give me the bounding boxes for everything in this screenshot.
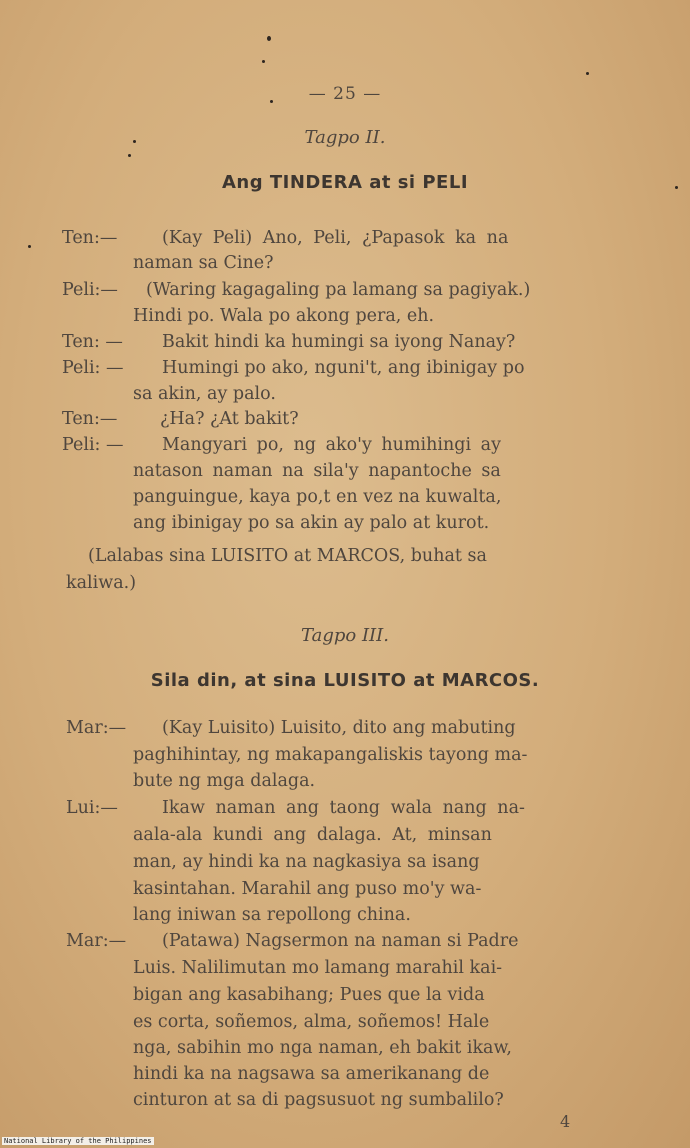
speaker-label: Mar:— xyxy=(66,718,127,738)
dialogue-line: (Patawa) Nagsermon na naman si Padre xyxy=(162,931,519,951)
dialogue-line: nga, sabihin mo nga naman, eh bakit ikaw, xyxy=(133,1038,512,1058)
speaker-label: Peli: — xyxy=(62,435,124,455)
dialogue-line: bute ng mga dalaga. xyxy=(133,771,316,791)
scene-title-ii: Ang TINDERA at si PELI xyxy=(221,172,469,193)
dialogue-line: lang iniwan sa repollong china. xyxy=(133,905,411,925)
dialogue-line: aala-ala kundi ang dalaga. At, minsan xyxy=(133,825,492,845)
paper-speck xyxy=(28,245,31,248)
dialogue-line: ang ibinigay po sa akin ay palo at kurot. xyxy=(133,513,490,533)
dialogue-line: Hindi po. Wala po akong pera, eh. xyxy=(133,306,435,326)
paper-speck xyxy=(128,154,131,157)
dialogue-line: bigan ang kasabihang; Pues que la vida xyxy=(133,985,485,1005)
dialogue-line: cinturon at sa di pagsusuot ng sumbalilo? xyxy=(133,1090,504,1110)
dialogue-line: Humingi po ako, nguni't, ang ibinigay po xyxy=(162,358,525,378)
speaker-label: Peli: — xyxy=(62,358,124,378)
speaker-label: Peli:— xyxy=(62,280,118,300)
dialogue-line: hindi ka na nagsawa sa amerikanang de xyxy=(133,1064,490,1084)
speaker-label: Lui:— xyxy=(66,798,118,818)
dialogue-line: Ikaw naman ang taong wala nang na- xyxy=(162,798,525,818)
stage-direction: kaliwa.) xyxy=(66,573,137,593)
scene-label-iii: Tagpo III. xyxy=(301,625,389,646)
dialogue-line: paghihintay, ng makapangaliskis tayong ma- xyxy=(133,745,528,765)
paper-speck xyxy=(133,140,136,143)
dialogue-line: ¿Ha? ¿At bakit? xyxy=(160,409,299,429)
page-number: 4 xyxy=(560,1112,571,1131)
dialogue-line: naman sa Cine? xyxy=(133,253,274,273)
speaker-label: Ten:— xyxy=(62,228,118,248)
footer-attribution: National Library of the Philippines xyxy=(4,1137,152,1145)
speaker-label: Ten:— xyxy=(62,409,118,429)
stage-direction: (Lalabas sina LUISITO at MARCOS, buhat sa xyxy=(88,546,487,566)
dialogue-line: Mangyari po, ng ako'y humihingi ay xyxy=(162,435,501,455)
scene-label-ii: Tagpo II. xyxy=(304,127,386,148)
scene-title-iii: Sila din, at sina LUISITO at MARCOS. xyxy=(150,670,540,691)
dialogue-line: man, ay hindi ka na nagkasiya sa isang xyxy=(133,852,480,872)
paper-speck xyxy=(270,100,273,103)
paper-speck xyxy=(675,186,678,189)
dialogue-line: (Kay Luisito) Luisito, dito ang mabuting xyxy=(162,718,516,738)
paper-speck xyxy=(586,72,589,75)
paper-speck xyxy=(262,60,265,63)
dialogue-line: es corta, soñemos, alma, soñemos! Hale xyxy=(133,1012,490,1032)
dialogue-line: natason naman na sila'y napantoche sa xyxy=(133,461,501,481)
dialogue-line: sa akin, ay palo. xyxy=(133,384,276,404)
dialogue-line: Luis. Nalilimutan mo lamang marahil kai- xyxy=(133,958,503,978)
paper-speck xyxy=(267,36,271,41)
page-header: — 25 — xyxy=(308,84,382,104)
speaker-label: Mar:— xyxy=(66,931,127,951)
dialogue-line: panguingue, kaya po,t en vez na kuwalta, xyxy=(133,487,502,507)
dialogue-line: (Kay Peli) Ano, Peli, ¿Papasok ka na xyxy=(162,228,509,248)
dialogue-line: (Waring kagagaling pa lamang sa pagiyak.) xyxy=(146,280,531,300)
dialogue-line: kasintahan. Marahil ang puso mo'y wa- xyxy=(133,879,482,899)
dialogue-line: Bakit hindi ka humingi sa iyong Nanay? xyxy=(162,332,516,352)
speaker-label: Ten: — xyxy=(62,332,123,352)
